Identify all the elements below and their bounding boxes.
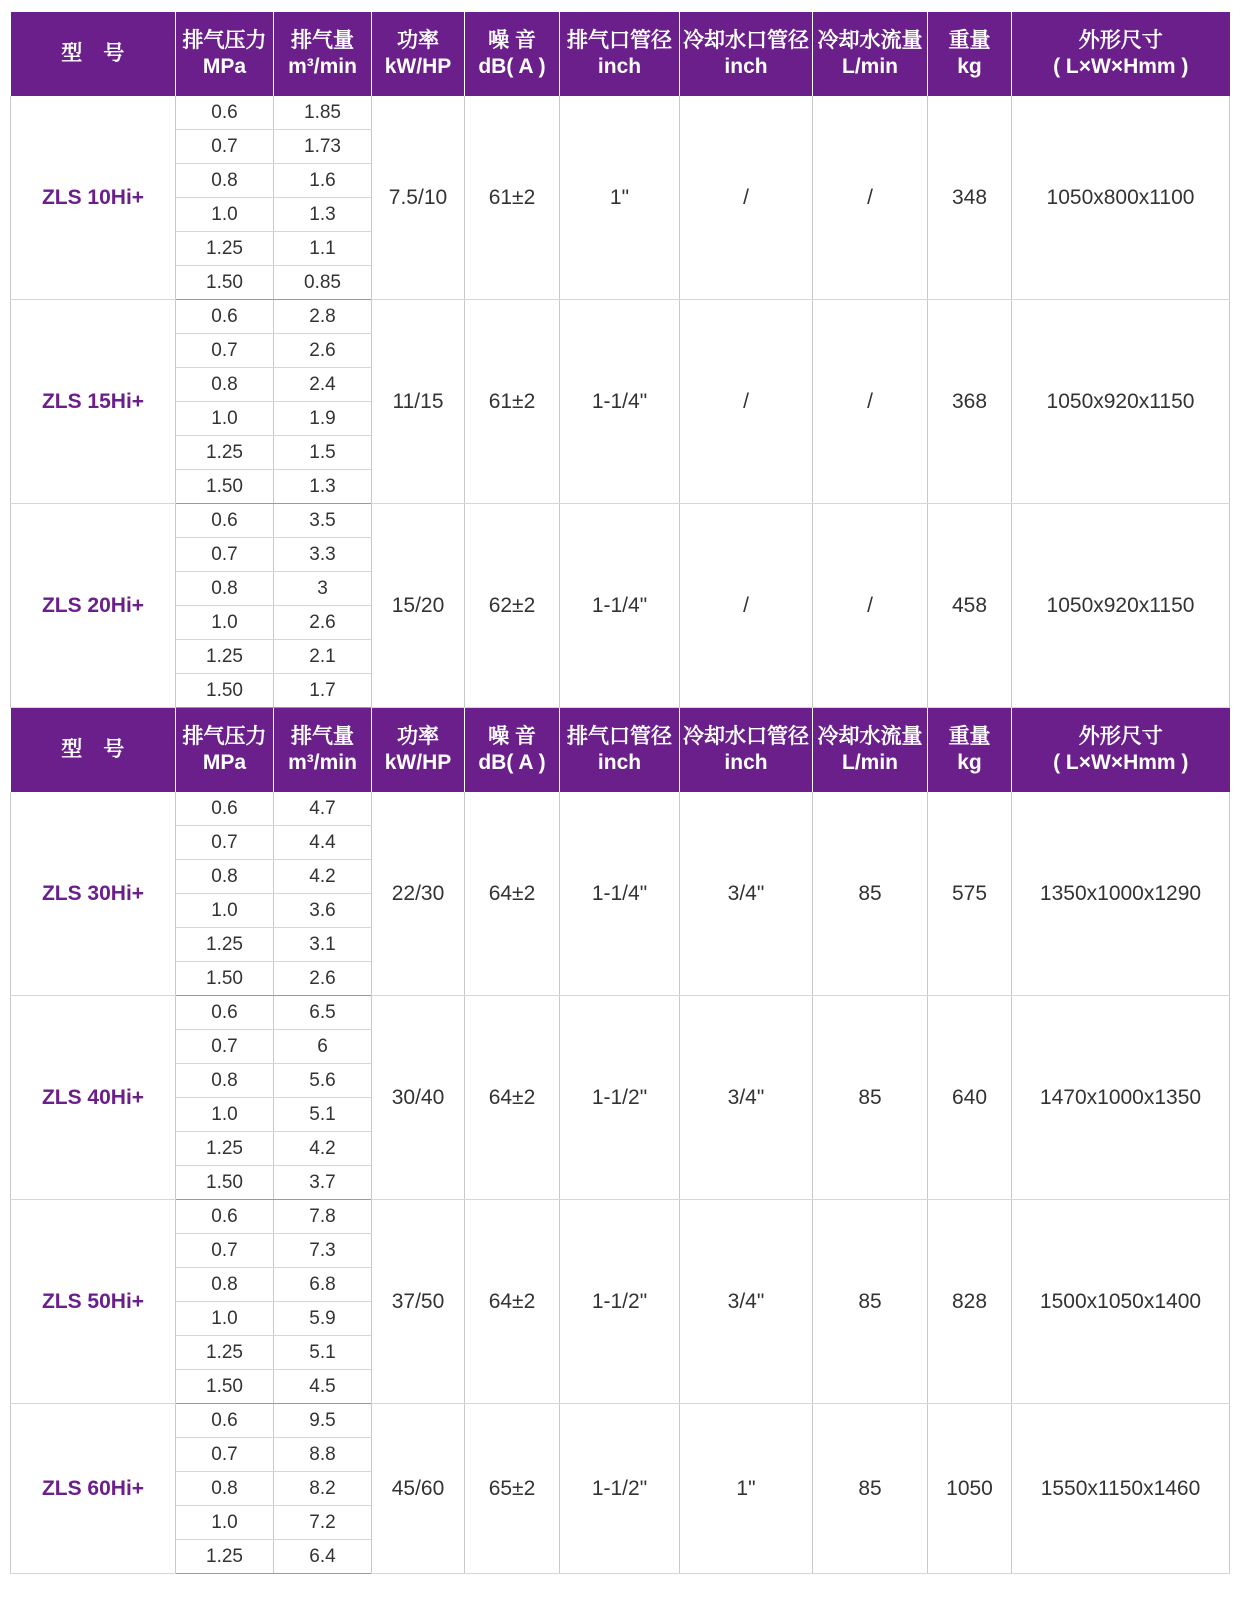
flow-cell: 1.5 [274,436,372,470]
flow-cell: 3.1 [274,928,372,962]
header-noise-label: 噪 音 [488,725,536,748]
pressure-cell: 1.50 [176,266,274,300]
water-pipe-cell: / [680,300,813,504]
model-name: ZLS 30Hi+ [11,792,176,996]
noise-cell: 61±2 [465,96,560,300]
pressure-cell: 1.0 [176,894,274,928]
header-noise-unit: dB( A ) [478,751,546,774]
flow-cell: 3.5 [274,504,372,538]
noise-cell: 62±2 [465,504,560,708]
pressure-cell: 1.25 [176,436,274,470]
noise-cell: 61±2 [465,300,560,504]
flow-cell: 7.2 [274,1506,372,1540]
spec-table-body [11,12,1230,1574]
header-weight-label: 重量 [948,725,991,748]
header-pressure-unit: MPa [202,751,247,774]
header-flow-unit: m³/min [288,751,357,774]
header-pressure [176,708,274,793]
pressure-cell: 0.8 [176,368,274,402]
header-water-flow [813,708,928,793]
table-row [11,1200,1230,1234]
pressure-cell: 1.0 [176,1098,274,1132]
flow-cell: 5.1 [274,1336,372,1370]
pressure-cell: 1.25 [176,1132,274,1166]
pressure-cell: 0.6 [176,300,274,334]
pressure-cell: 1.25 [176,928,274,962]
flow-cell: 4.2 [274,1132,372,1166]
header-outlet-label: 排气口管径 [567,725,672,748]
header-water-pipe [680,12,813,96]
flow-cell: 1.3 [274,470,372,504]
water-pipe-cell: 3/4" [680,1200,813,1404]
header-flow [274,12,372,96]
flow-cell: 8.2 [274,1472,372,1506]
dims-cell: 1550x1150x1460 [1012,1404,1230,1574]
pressure-cell: 1.0 [176,606,274,640]
flow-cell: 6.5 [274,996,372,1030]
pressure-cell: 0.7 [176,1234,274,1268]
header-water-pipe-label: 冷却水口管径 [683,29,809,52]
water-pipe-cell: / [680,96,813,300]
header-dims-unit: ( L×W×Hmm ) [1053,55,1189,78]
header-power [372,12,465,96]
table-row [11,300,1230,334]
noise-cell: 64±2 [465,792,560,996]
water-flow-cell: 85 [813,1200,928,1404]
header-dims-label: 外形尺寸 [1078,29,1163,52]
pressure-cell: 0.7 [176,334,274,368]
flow-cell: 2.6 [274,334,372,368]
outlet-cell: 1-1/4" [560,792,680,996]
flow-cell: 3.7 [274,1166,372,1200]
header-water-pipe-label: 冷却水口管径 [683,725,809,748]
flow-cell: 6.4 [274,1540,372,1574]
pressure-cell: 1.0 [176,1302,274,1336]
model-name: ZLS 15Hi+ [11,300,176,504]
flow-cell: 6 [274,1030,372,1064]
table-row [11,1404,1230,1438]
table-row [11,996,1230,1030]
header-dims-unit: ( L×W×Hmm ) [1053,751,1189,774]
pressure-cell: 0.6 [176,996,274,1030]
header-power [372,708,465,793]
flow-cell: 1.9 [274,402,372,436]
water-flow-cell: / [813,96,928,300]
flow-cell: 2.1 [274,640,372,674]
power-cell: 7.5/10 [372,96,465,300]
header-weight-label: 重量 [948,29,991,52]
flow-cell: 9.5 [274,1404,372,1438]
header-noise-label: 噪 音 [488,29,536,52]
header-pressure-label: 排气压力 [182,29,267,52]
header-noise [465,708,560,793]
flow-cell: 5.1 [274,1098,372,1132]
flow-cell: 4.5 [274,1370,372,1404]
flow-cell: 3 [274,572,372,606]
flow-cell: 1.3 [274,198,372,232]
header-water-pipe [680,708,813,793]
pressure-cell: 1.0 [176,198,274,232]
power-cell: 37/50 [372,1200,465,1404]
header-noise-unit: dB( A ) [478,55,546,78]
flow-cell: 7.3 [274,1234,372,1268]
flow-cell: 1.85 [274,96,372,130]
pressure-cell: 0.7 [176,130,274,164]
flow-cell: 2.8 [274,300,372,334]
flow-cell: 0.85 [274,266,372,300]
header-dims [1012,12,1230,96]
flow-cell: 6.8 [274,1268,372,1302]
weight-cell: 368 [928,300,1012,504]
pressure-cell: 1.50 [176,962,274,996]
pressure-cell: 0.6 [176,792,274,826]
pressure-cell: 1.50 [176,674,274,708]
flow-cell: 1.6 [274,164,372,198]
header-weight-unit: kg [957,751,982,774]
noise-cell: 65±2 [465,1404,560,1574]
flow-cell: 2.4 [274,368,372,402]
header-pressure-label: 排气压力 [182,725,267,748]
pressure-cell: 0.7 [176,538,274,572]
power-cell: 30/40 [372,996,465,1200]
pressure-cell: 0.8 [176,1472,274,1506]
pressure-cell: 1.25 [176,1540,274,1574]
pressure-cell: 0.7 [176,1030,274,1064]
header-flow [274,708,372,793]
dims-cell: 1350x1000x1290 [1012,792,1230,996]
outlet-cell: 1-1/4" [560,300,680,504]
pressure-cell: 0.6 [176,504,274,538]
header-water-flow-label: 冷却水流量 [817,725,923,748]
power-cell: 22/30 [372,792,465,996]
pressure-cell: 0.6 [176,1200,274,1234]
header-flow-unit: m³/min [288,55,357,78]
pressure-cell: 1.50 [176,1166,274,1200]
dims-cell: 1050x800x1100 [1012,96,1230,300]
water-flow-cell: / [813,504,928,708]
water-flow-cell: 85 [813,996,928,1200]
pressure-cell: 0.7 [176,1438,274,1472]
power-cell: 45/60 [372,1404,465,1574]
power-cell: 11/15 [372,300,465,504]
dims-cell: 1500x1050x1400 [1012,1200,1230,1404]
header-row [11,708,1230,793]
noise-cell: 64±2 [465,996,560,1200]
flow-cell: 4.7 [274,792,372,826]
dims-cell: 1470x1000x1350 [1012,996,1230,1200]
header-weight [928,708,1012,793]
pressure-cell: 0.6 [176,1404,274,1438]
pressure-cell: 1.50 [176,1370,274,1404]
water-pipe-cell: 3/4" [680,996,813,1200]
model-name: ZLS 50Hi+ [11,1200,176,1404]
model-name: ZLS 40Hi+ [11,996,176,1200]
flow-cell: 5.6 [274,1064,372,1098]
flow-cell: 3.6 [274,894,372,928]
pressure-cell: 0.8 [176,572,274,606]
model-name: ZLS 60Hi+ [11,1404,176,1574]
pressure-cell: 1.25 [176,1336,274,1370]
pressure-cell: 0.8 [176,1064,274,1098]
header-weight [928,12,1012,96]
spec-sheet [10,12,1230,1574]
weight-cell: 575 [928,792,1012,996]
outlet-cell: 1-1/2" [560,1404,680,1574]
pressure-cell: 0.8 [176,164,274,198]
dims-cell: 1050x920x1150 [1012,300,1230,504]
header-model: 型 号 [11,12,176,96]
pressure-cell: 1.25 [176,232,274,266]
table-row [11,96,1230,130]
flow-cell: 1.73 [274,130,372,164]
weight-cell: 1050 [928,1404,1012,1574]
header-dims-label: 外形尺寸 [1078,725,1163,748]
pressure-cell: 0.7 [176,826,274,860]
power-cell: 15/20 [372,504,465,708]
pressure-cell: 0.8 [176,1268,274,1302]
water-pipe-cell: 3/4" [680,792,813,996]
weight-cell: 828 [928,1200,1012,1404]
pressure-cell: 1.25 [176,640,274,674]
header-pressure-unit: MPa [202,55,247,78]
header-water-pipe-unit: inch [724,55,768,78]
pressure-cell: 1.0 [176,402,274,436]
pressure-cell: 0.8 [176,860,274,894]
header-water-flow-label: 冷却水流量 [817,29,923,52]
flow-cell: 4.4 [274,826,372,860]
header-outlet [560,12,680,96]
flow-cell: 2.6 [274,962,372,996]
water-flow-cell: / [813,300,928,504]
header-outlet-unit: inch [597,751,642,774]
header-water-pipe-unit: inch [724,751,768,774]
header-power-label: 功率 [397,725,439,748]
flow-cell: 1.7 [274,674,372,708]
header-outlet-label: 排气口管径 [567,29,672,52]
weight-cell: 458 [928,504,1012,708]
water-pipe-cell: / [680,504,813,708]
header-outlet [560,708,680,793]
pressure-cell: 1.50 [176,470,274,504]
flow-cell: 1.1 [274,232,372,266]
header-outlet-unit: inch [597,55,642,78]
table-row [11,792,1230,826]
table-row [11,504,1230,538]
outlet-cell: 1-1/2" [560,1200,680,1404]
pressure-cell: 1.0 [176,1506,274,1540]
flow-cell: 3.3 [274,538,372,572]
model-name: ZLS 10Hi+ [11,96,176,300]
header-noise [465,12,560,96]
header-dims [1012,708,1230,793]
header-model: 型 号 [11,708,176,793]
dims-cell: 1050x920x1150 [1012,504,1230,708]
outlet-cell: 1-1/2" [560,996,680,1200]
outlet-cell: 1-1/4" [560,504,680,708]
pressure-cell: 0.6 [176,96,274,130]
spec-table [10,12,1230,1574]
header-row [11,12,1230,96]
header-flow-label: 排气量 [291,725,354,748]
water-pipe-cell: 1" [680,1404,813,1574]
outlet-cell: 1" [560,96,680,300]
water-flow-cell: 85 [813,792,928,996]
header-water-flow-unit: L/min [842,55,898,78]
header-power-unit: kW/HP [384,751,452,774]
water-flow-cell: 85 [813,1404,928,1574]
header-water-flow-unit: L/min [842,751,898,774]
weight-cell: 348 [928,96,1012,300]
header-pressure [176,12,274,96]
header-flow-label: 排气量 [291,29,354,52]
header-power-unit: kW/HP [384,55,452,78]
header-weight-unit: kg [957,55,982,78]
flow-cell: 5.9 [274,1302,372,1336]
flow-cell: 8.8 [274,1438,372,1472]
header-power-label: 功率 [397,29,439,52]
weight-cell: 640 [928,996,1012,1200]
model-name: ZLS 20Hi+ [11,504,176,708]
flow-cell: 7.8 [274,1200,372,1234]
header-water-flow [813,12,928,96]
noise-cell: 64±2 [465,1200,560,1404]
flow-cell: 2.6 [274,606,372,640]
flow-cell: 4.2 [274,860,372,894]
